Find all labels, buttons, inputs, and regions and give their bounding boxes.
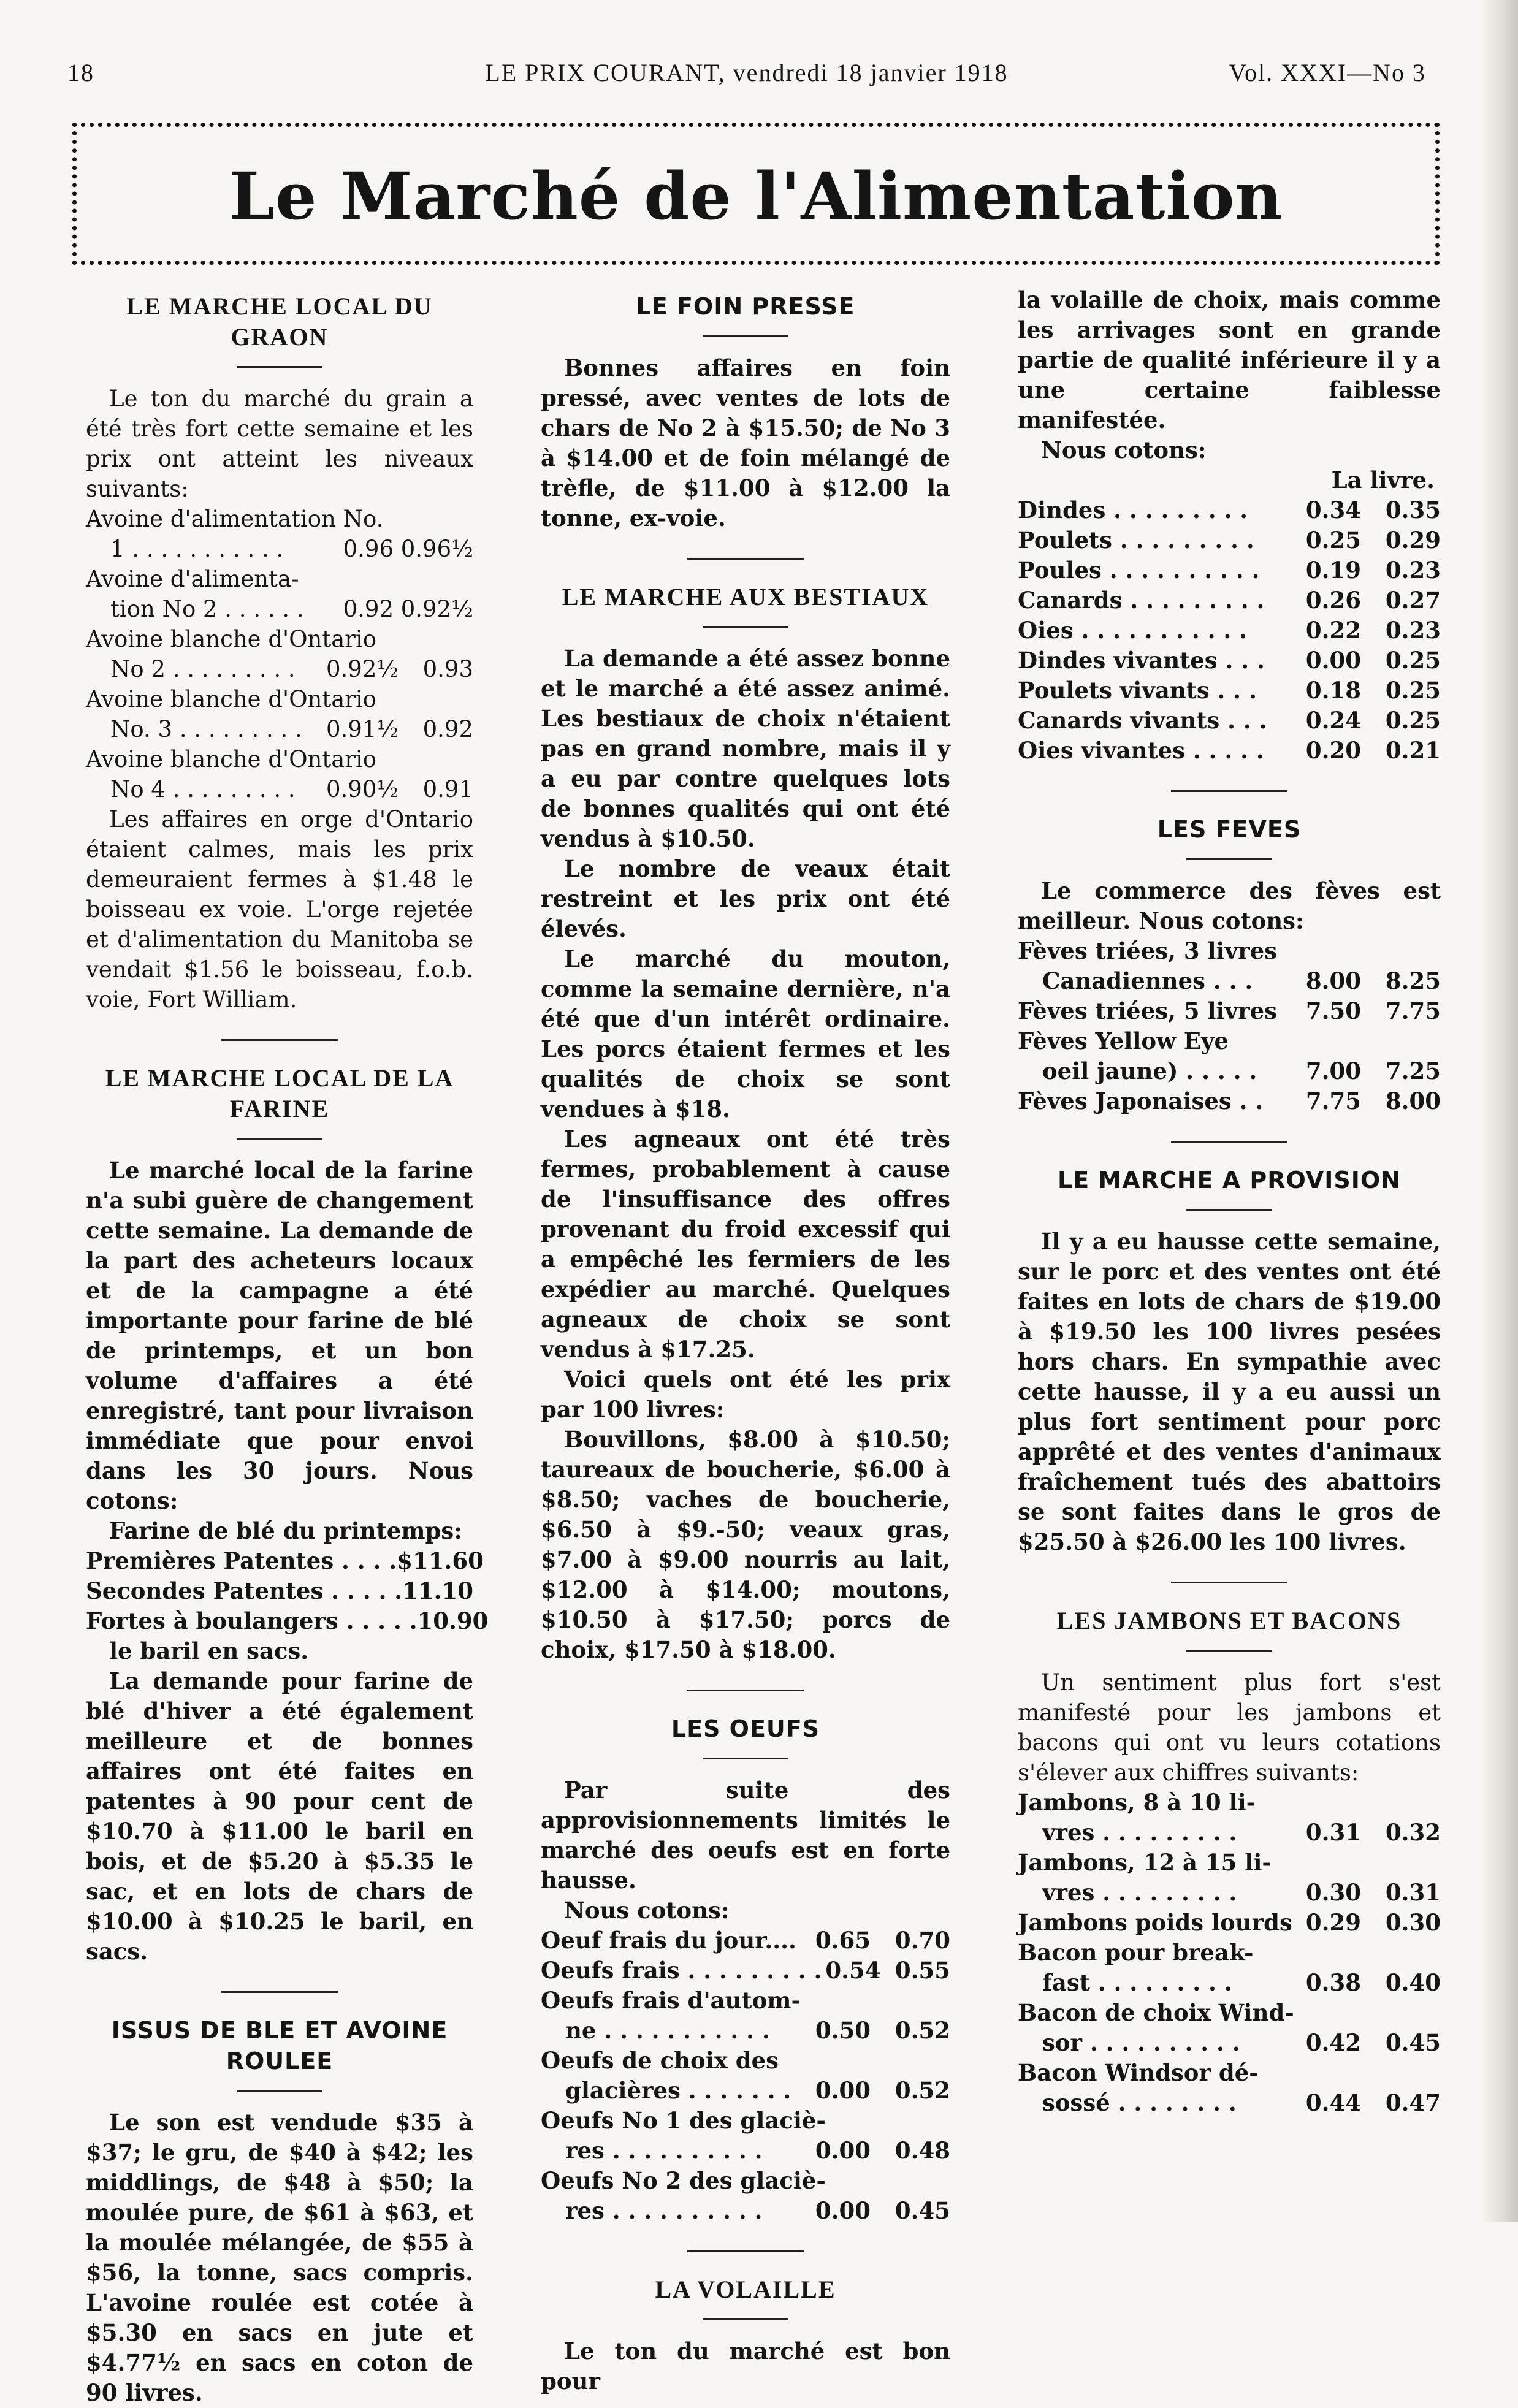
price-row-leader: vres . . . . . . . . . [1042, 1879, 1237, 1906]
price-max: 0.96½ [400, 536, 473, 562]
price-max: 0.32 [1385, 1819, 1441, 1846]
price-row-label: Avoine blanche d'Ontario [86, 686, 377, 712]
price-row [541, 2016, 950, 2046]
price-max: 7.75 [1385, 997, 1441, 1024]
price-row-label: Poules . . . . . . . . . . [1018, 557, 1260, 584]
price-row-label: Bacon de choix Wind- [1018, 1999, 1294, 2026]
feves-price-list [1018, 936, 1441, 1116]
price-row [1018, 676, 1441, 706]
banner-title: Le Marché de l'Alimentation [229, 158, 1283, 234]
price-min: 0.34 [1305, 497, 1361, 524]
bestiaux-p2: Le nombre de veaux était restreint et les prix ont été élevés. [541, 855, 950, 942]
price-min: 0.42 [1305, 2029, 1361, 2056]
grain-price-list [86, 504, 473, 804]
price-row [1018, 495, 1441, 525]
feves-title: LES FEVES [1157, 816, 1302, 843]
price-min: 7.75 [1305, 1088, 1361, 1114]
price-row-label: Fortes à boulangers . . . . . [86, 1607, 418, 1634]
oeufs-title: LES OEUFS [671, 1715, 820, 1742]
price-row-label: Avoine blanche d'Ontario [86, 746, 377, 772]
price-max: 0.91 [422, 776, 473, 802]
price-min: 0.00 [815, 2137, 871, 2164]
divider [703, 335, 788, 337]
price-row-label: Fèves triées, 3 livres [1018, 937, 1277, 964]
price-min: 7.00 [1305, 1057, 1361, 1084]
price-min: 0.31 [1305, 1819, 1361, 1846]
price-row-leader: glacières . . . . . . . [565, 2077, 791, 2104]
price-value: 11.10 [402, 1577, 473, 1604]
provision-title: LE MARCHE A PROVISION [1058, 1167, 1401, 1194]
divider [687, 2250, 804, 2252]
bestiaux-p3: Le marché du mouton, comme la semaine dernière, n'a été que d'un intérêt ordinaire. Les porcs étaient fermes et les qualités de choix se sont vendues à $18. [541, 945, 950, 1122]
price-min: 0.22 [1305, 617, 1361, 644]
price-row [1018, 996, 1441, 1026]
price-row [86, 714, 473, 744]
jambons-price-list [1018, 1788, 1441, 2118]
price-row-label: Fèves Japonaises . . [1018, 1088, 1264, 1114]
price-min: 0.38 [1305, 1969, 1361, 1996]
divider [221, 1039, 338, 1041]
price-row-leader: Canadiennes . . . [1042, 967, 1253, 994]
price-row-label: Fèves triées, 5 livres [1018, 997, 1277, 1024]
page-edge-shadow [1481, 0, 1518, 2222]
divider [237, 2090, 322, 2092]
price-row-label: Avoine blanche d'Ontario [86, 626, 377, 652]
price-row [86, 1606, 489, 1636]
divider [703, 1758, 788, 1759]
divider [687, 558, 804, 560]
price-row-label: Avoine d'alimenta- [86, 566, 299, 592]
price-max: 0.52 [894, 2077, 950, 2104]
column-3 [1018, 285, 1441, 2185]
jambons-title: LES JAMBONS ET BACONS [1056, 1607, 1402, 1634]
volaille-price-list [1018, 495, 1441, 766]
volaille-title: LA VOLAILLE [655, 2276, 836, 2303]
volaille-unit: La livre. [1331, 467, 1435, 493]
price-row [1018, 1818, 1441, 1848]
divider [221, 1991, 338, 1993]
price-max: 0.35 [1385, 497, 1441, 524]
price-min: 0.18 [1305, 677, 1361, 704]
price-min: 0.50 [815, 2017, 871, 2044]
section-banner [72, 123, 1440, 265]
grain-intro: Le ton du marché du grain a été très fort cette semaine et les prix ont atteint les niveaux suivants: [86, 386, 473, 502]
price-row-label: Bacon Windsor dé- [1018, 2059, 1259, 2086]
column-2 [541, 291, 950, 2395]
price-min: 0.00 [1305, 647, 1361, 674]
price-max: 0.23 [1385, 617, 1441, 644]
price-min: 0.54 [825, 1957, 881, 1984]
price-row [1018, 1086, 1441, 1116]
price-min: 7.50 [1305, 997, 1361, 1024]
price-min: 0.25 [1305, 527, 1361, 554]
price-min: 0.92 [343, 596, 394, 622]
price-max: 0.29 [1385, 527, 1441, 554]
oeufs-cotons: Nous cotons: [564, 1897, 730, 1924]
price-row-leader: sossé . . . . . . . . [1042, 2089, 1237, 2116]
price-row [1018, 966, 1441, 996]
price-row-leader: res . . . . . . . . . . [565, 2197, 763, 2224]
divider [687, 1690, 804, 1691]
price-row [541, 1926, 950, 1956]
divider [1171, 1141, 1287, 1143]
divider [1171, 790, 1287, 792]
price-row [1018, 585, 1441, 615]
price-row [1018, 646, 1441, 676]
price-row-leader: vres . . . . . . . . . [1042, 1819, 1237, 1846]
price-row [541, 2136, 950, 2166]
bestiaux-p1: La demande a été assez bonne et le marché a été assez animé. Les bestiaux de choix n'étaient pas en grand nombre, mais il y a eu par contre quelques lots de bonnes qualités qui ont été vendus à $10.50. [541, 645, 950, 852]
price-max: 0.45 [894, 2197, 950, 2224]
price-row-label: Avoine d'alimentation No. [86, 506, 384, 532]
column-1 [86, 291, 489, 2406]
price-row-label: Dindes vivantes . . . [1018, 647, 1265, 674]
divider [1186, 1209, 1272, 1211]
price-max: 0.55 [894, 1957, 950, 1984]
price-row [541, 2196, 950, 2226]
issus-text: Le son est vendude $35 à $37; le gru, de $40 à $42; les middlings, de $48 à $50; la moulée pure, de $61 à $63, et la moulée mélangée, de $55 à $56, la tonne, sacs compris. L'avoine roulée est cotée à $5.30 en sacs en jute et $4.77½ en sacs en coton de 90 livres. [86, 2109, 473, 2406]
price-max: 0.45 [1385, 2029, 1441, 2056]
price-row-label: Bacon pour break- [1018, 1939, 1254, 1966]
price-row-label: Poulets vivants . . . [1018, 677, 1257, 704]
oeufs-intro: Par suite des approvisionnements limités le marché des oeufs est en forte hausse. [541, 1777, 950, 1894]
price-max: 0.30 [1385, 1909, 1441, 1936]
price-min: 8.00 [1305, 967, 1361, 994]
divider [1186, 858, 1272, 860]
price-min: 0.19 [1305, 557, 1361, 584]
price-row-leader: res . . . . . . . . . . [565, 2137, 763, 2164]
divider [237, 1138, 322, 1140]
price-max: 0.27 [1385, 587, 1441, 614]
price-row-leader: No 4 . . . . . . . . . [110, 776, 296, 802]
price-row [1018, 1908, 1441, 1938]
price-row-leader: ne . . . . . . . . . . . [565, 2017, 770, 2044]
price-row [1018, 525, 1441, 555]
price-row-label: Oeufs de choix des [541, 2047, 779, 2074]
foin-text: Bonnes affaires en foin pressé, avec ventes de lots de chars de No 2 à $15.50; de No 3 à $14.00 et de foin mélangé de trèfle, de $11.00 à $12.00 la tonne, ex-voie. [541, 354, 950, 532]
price-max: 0.40 [1385, 1969, 1441, 1996]
jambons-intro: Un sentiment plus fort s'est manifesté pour les jambons et bacons qui ont vu leurs cotations s'élever aux chiffres suivants: [1018, 1669, 1441, 1786]
price-max: 0.21 [1385, 737, 1441, 764]
farine-subhead: Farine de blé du printemps: [109, 1517, 462, 1544]
volume-number: Vol. XXXI—No 3 [1229, 59, 1426, 86]
price-row-leader: sor . . . . . . . . . . [1042, 2029, 1240, 2056]
price-max: 0.52 [894, 2017, 950, 2044]
bestiaux-title: LE MARCHE AUX BESTIAUX [562, 583, 929, 611]
volaille-cotons: Nous cotons: [1041, 436, 1207, 463]
divider [703, 2318, 788, 2320]
price-row-label: Oeufs frais . . . . . . . . . [541, 1957, 822, 1984]
price-min: 0.65 [815, 1927, 871, 1954]
price-row [1018, 736, 1441, 766]
price-row-leader: 1 . . . . . . . . . . . [110, 536, 284, 562]
price-row [86, 1546, 484, 1576]
price-row-leader: fast . . . . . . . . . [1042, 1969, 1232, 1996]
price-row-label: Dindes . . . . . . . . . [1018, 497, 1248, 524]
price-max: 0.92½ [400, 596, 473, 622]
price-max: 0.25 [1385, 707, 1441, 734]
price-min: 0.24 [1305, 707, 1361, 734]
price-row [541, 2076, 950, 2106]
price-row [1018, 1968, 1441, 1998]
price-max: 0.92 [422, 716, 473, 742]
price-row [1018, 2028, 1441, 2058]
price-row-label: Oeufs frais d'autom- [541, 1987, 801, 2014]
farine-title: LE MARCHE LOCAL DE LA FARINE [105, 1064, 454, 1122]
price-max: 0.31 [1385, 1879, 1441, 1906]
price-min: 0.26 [1305, 587, 1361, 614]
price-row [1018, 706, 1441, 736]
price-row-label: Jambons, 8 à 10 li- [1018, 1789, 1256, 1816]
price-row-label: Fèves Yellow Eye [1018, 1027, 1229, 1054]
price-row-label: Canards vivants . . . [1018, 707, 1267, 734]
farine-unit: le baril en sacs. [109, 1637, 309, 1664]
price-row [541, 1956, 950, 1986]
price-row-leader: oeil jaune) . . . . . [1042, 1057, 1257, 1084]
price-max: 0.23 [1385, 557, 1441, 584]
price-row-label: Jambons poids lourds [1018, 1909, 1292, 1936]
page-header [67, 58, 1426, 95]
divider [1171, 1582, 1287, 1583]
price-min: 0.20 [1305, 737, 1361, 764]
page-number: 18 [67, 59, 94, 86]
price-max: 8.25 [1385, 967, 1441, 994]
price-max: 0.93 [422, 656, 473, 682]
price-max: 0.25 [1385, 677, 1441, 704]
price-row-label: Poulets . . . . . . . . . [1018, 527, 1254, 554]
price-max: 8.00 [1385, 1088, 1441, 1114]
price-row [86, 534, 473, 564]
price-row-label: Oeufs No 1 des glaciè- [541, 2107, 826, 2134]
price-row-label: Jambons, 12 à 15 li- [1018, 1849, 1272, 1876]
volaille-intro: Le ton du marché est bon pour [541, 2338, 950, 2395]
price-max: 7.25 [1385, 1057, 1441, 1084]
price-min: 0.44 [1305, 2089, 1361, 2116]
bestiaux-p5: Voici quels ont été les prix par 100 livres: [541, 1366, 950, 1423]
volaille-cont: la volaille de choix, mais comme les arrivages sont en grande partie de qualité inférieure il y a une certaine faiblesse manifestée. [1018, 286, 1441, 433]
farine-intro: Le marché local de la farine n'a subi guère de changement cette semaine. La demande de la part des acheteurs locaux et de la campagne a été importante pour farine de blé de printemps, et un bon volume d'affaires a été enregistré, tant pour livraison immédiate que pour envoi dans les 30 jours. Nous cotons: [86, 1157, 473, 1514]
price-min: 0.00 [815, 2077, 871, 2104]
grain-outro: Les affaires en orge d'Ontario étaient calmes, mais les prix demeuraient fermes à $1.48 le boisseau ex voie. L'orge rejetée et d'alimentation du Manitoba se vendait $1.56 le boisseau, f.o.b. voie, Fort William. [86, 806, 473, 1013]
price-value: $11.60 [397, 1547, 484, 1574]
price-value: 10.90 [417, 1607, 489, 1634]
price-min: 0.92½ [326, 656, 399, 682]
price-max: 0.70 [894, 1927, 950, 1954]
price-row-label: Oeufs No 2 des glaciè- [541, 2167, 826, 2194]
price-min: 0.90½ [326, 776, 399, 802]
grain-title: LE MARCHE LOCAL DU GRAON [126, 292, 433, 351]
price-row [86, 1576, 473, 1606]
price-row-label: Oies vivantes . . . . . [1018, 737, 1264, 764]
price-row [1018, 1056, 1441, 1086]
price-min: 0.30 [1305, 1879, 1361, 1906]
price-row-label: Premières Patentes . . . . [86, 1547, 397, 1574]
divider [1186, 1650, 1272, 1652]
price-max: 0.47 [1385, 2089, 1441, 2116]
price-max: 0.48 [894, 2137, 950, 2164]
price-row-label: Oeuf frais du jour.... [541, 1927, 796, 1954]
divider [703, 626, 788, 628]
farine-price-list [86, 1546, 489, 1636]
bestiaux-p4: Les agneaux ont été très fermes, probablement à cause de l'insuffisance des offres provenant du froid excessif qui a empêché les fermiers de les expédier au marché. Quelques agneaux de choix se sont vendus à $17.25. [541, 1126, 950, 1363]
price-row-leader: No. 3 . . . . . . . . . [110, 716, 302, 742]
oeufs-price-list [541, 1926, 950, 2226]
price-row [1018, 555, 1441, 585]
price-max: 0.25 [1385, 647, 1441, 674]
price-row-label: Oies . . . . . . . . . . . [1018, 617, 1248, 644]
price-row-label: Secondes Patentes . . . . . [86, 1577, 403, 1604]
price-row [1018, 2088, 1441, 2118]
publication-line: LE PRIX COURANT, vendredi 18 janvier 1918 [485, 59, 1009, 86]
price-min: 0.96 [343, 536, 394, 562]
foin-title: LE FOIN PRESSE [636, 293, 855, 320]
price-row [1018, 1878, 1441, 1908]
price-row [86, 774, 473, 804]
price-row [86, 594, 473, 624]
price-row-leader: tion No 2 . . . . . . [110, 596, 304, 622]
price-min: 0.91½ [326, 716, 399, 742]
divider [237, 366, 322, 368]
farine-outro: La demande pour farine de blé d'hiver a été également meilleure et de bonnes affaires ont été faites en patentes à 90 pour cent de $10.70 à $11.00 le baril en bois, et de $5.20 à $5.35 le sac, et en lots de chars de $10.00 à $10.25 le baril, en sacs. [86, 1667, 473, 1965]
price-min: 0.00 [815, 2197, 871, 2224]
bestiaux-p6: Bouvillons, $8.00 à $10.50; taureaux de boucherie, $6.00 à $8.50; vaches de boucherie, $6.50 à $9.-50; veaux gras, $7.00 à $9.00 nourris au lait, $12.00 à $14.00; moutons, $10.50 à $17.50; porcs de choix, $17.50 à $18.00. [541, 1426, 950, 1663]
price-min: 0.29 [1305, 1909, 1361, 1936]
price-row [86, 654, 473, 684]
issus-title: ISSUS DE BLE ET AVOINE ROULEE [111, 2017, 448, 2075]
provision-text: Il y a eu hausse cette semaine, sur le porc et des ventes ont été faites en lots de chars de $19.00 à $19.50 les 100 livres pesées hors chars. En sympathie avec cette hausse, il y a eu aussi un plus fort sentiment pour porc apprêté et des ventes d'animaux fraîchement tués des abattoirs se sont faites dans le gros de $25.50 à $26.00 les 100 livres. [1018, 1228, 1441, 1555]
price-row [1018, 615, 1441, 646]
feves-intro: Le commerce des fèves est meilleur. Nous cotons: [1018, 877, 1441, 934]
price-row-label: Canards . . . . . . . . . [1018, 587, 1265, 614]
price-row-leader: No 2 . . . . . . . . . [110, 656, 296, 682]
